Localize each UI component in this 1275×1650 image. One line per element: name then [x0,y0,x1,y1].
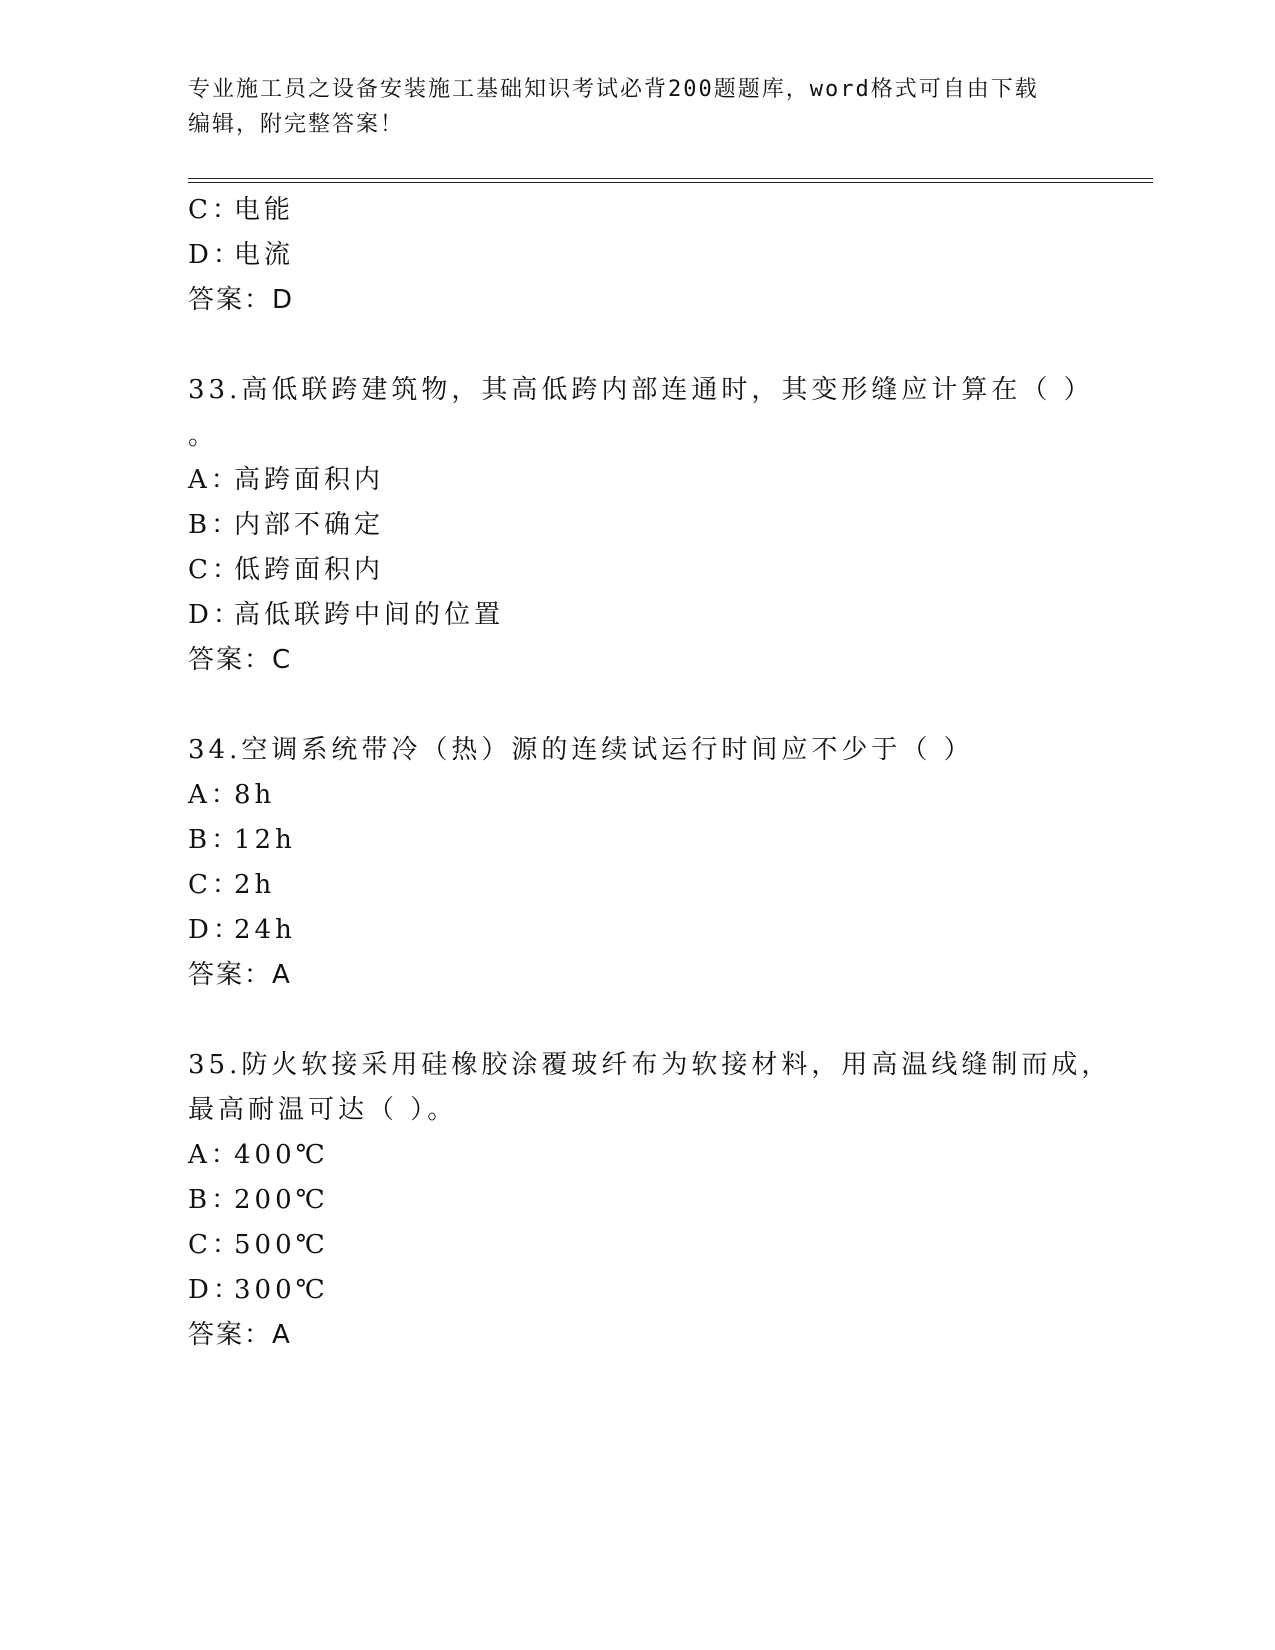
header-line-2: 编辑，附完整答案！ [188,112,405,137]
option-key: A： [188,780,241,810]
header-line-1: 专业施工员之设备安装施工基础知识考试必背200题题库，word格式可自由下载 [188,77,1039,102]
question-34-line-1: 34.空调系统带冷（热）源的连续试运行时间应不少于（ ） [188,735,974,765]
question-34-option-d [188,912,296,948]
option-key: B： [188,825,242,855]
question-34-option-c [188,867,275,903]
option-text: 电能 [234,195,295,225]
question-33-line-2: 。 [188,421,219,451]
option-key: C： [188,870,242,900]
question-33-option-a [188,462,384,498]
question-33-option-d [188,597,504,633]
option-text: 内部不确定 [234,510,385,540]
question-35-option-a [188,1137,329,1173]
option-text: 高低联跨中间的位置 [234,600,505,630]
option-text: 高跨面积内 [234,465,385,495]
option-text: 电流 [234,240,295,270]
question-35-option-b [188,1182,329,1218]
question-34-answer: 答案：A [188,960,292,990]
option-key: A： [188,465,241,495]
question-33-line-1: 33.高低联跨建筑物，其高低跨内部连通时，其变形缝应计算在（ ） [188,375,1094,405]
option-key: D： [188,600,243,630]
option-key: B： [188,1185,242,1215]
question-34-option-a [188,777,275,813]
question-33-answer: 答案：C [188,645,293,675]
question-33-option-b [188,507,384,543]
option-key: B： [188,510,242,540]
option-key: C： [188,195,242,225]
option-text: 2h [234,870,276,900]
option-text: 8h [234,780,276,810]
document-header [188,72,1068,142]
option-text: 300℃ [234,1275,329,1305]
option-text: 24h [234,915,296,945]
question-35-answer: 答案：A [188,1320,292,1350]
option-text: 低跨面积内 [234,555,385,585]
option-text: 200℃ [234,1185,329,1215]
question-35-option-d [188,1272,329,1308]
question-35-line-1: 35.防火软接采用硅橡胶涂覆玻纤布为软接材料，用高温线缝制而成， [188,1050,1112,1080]
previous-answer: 答案：D [188,285,295,315]
option-key: C： [188,1230,242,1260]
option-text: 12h [234,825,296,855]
question-34-option-b [188,822,296,858]
previous-option-c [188,192,294,228]
option-key: D： [188,1275,243,1305]
option-key: D： [188,240,243,270]
header-divider-top [188,178,1153,179]
option-key: A： [188,1140,241,1170]
header-divider-bottom [188,182,1153,183]
question-33-option-c [188,552,384,588]
question-35-line-2: 最高耐温可达（ ）。 [188,1095,458,1125]
question-35-option-c [188,1227,329,1263]
option-key: D： [188,915,243,945]
previous-option-d [188,237,294,273]
option-key: C： [188,555,242,585]
option-text: 400℃ [234,1140,329,1170]
option-text: 500℃ [234,1230,329,1260]
